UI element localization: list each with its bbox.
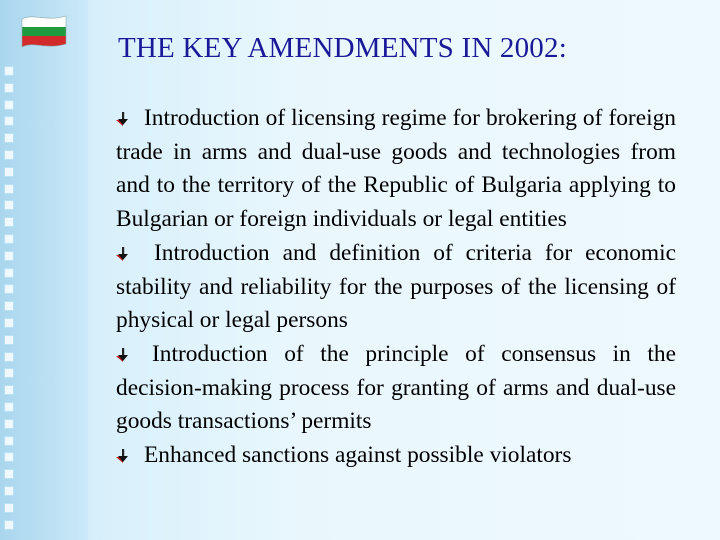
decorative-square <box>4 66 14 76</box>
decorative-square <box>4 150 14 160</box>
bullet-item <box>116 439 676 473</box>
decorative-square <box>4 234 14 244</box>
decorative-square <box>4 452 14 462</box>
bullet-text: Enhanced sanctions against possible violators <box>144 442 572 469</box>
decorative-square <box>4 200 14 210</box>
decorative-square <box>4 133 14 143</box>
decorative-square <box>4 251 14 261</box>
decorative-square <box>4 268 14 278</box>
arrow-marker-icon <box>116 348 130 362</box>
decorative-square <box>4 83 14 93</box>
decorative-square <box>4 520 14 530</box>
decorative-square <box>4 217 14 227</box>
decorative-square <box>4 503 14 513</box>
bulgarian-flag-icon <box>20 13 68 50</box>
bullet-item <box>116 338 676 439</box>
bullet-item <box>116 102 676 237</box>
decorative-square <box>4 368 14 378</box>
decorative-square <box>4 419 14 429</box>
arrow-marker-icon <box>116 247 130 261</box>
decorative-square <box>4 301 14 311</box>
arrow-marker-icon <box>116 449 130 463</box>
slide-title: THE KEY AMENDMENTS IN 2002: <box>118 32 567 64</box>
decorative-square <box>4 402 14 412</box>
decorative-square <box>4 436 14 446</box>
bullet-text: Introduction of the principle of consensus in the decision-making process for granting of arms and dual-use goods transactions’ permits <box>116 340 676 435</box>
decorative-square-column <box>4 66 20 536</box>
decorative-square <box>4 352 14 362</box>
arrow-marker-icon <box>116 112 130 126</box>
bullet-list <box>116 102 676 473</box>
bullet-text: Introduction of licensing regime for brokering of foreign trade in arms and dual-use goods and technologies from and to the territory of the Republic of Bulgaria applying to Bulgarian or foreign individuals or legal entities <box>116 105 676 233</box>
decorative-square <box>4 318 14 328</box>
decorative-square <box>4 486 14 496</box>
decorative-square <box>4 116 14 126</box>
decorative-square <box>4 385 14 395</box>
decorative-square <box>4 184 14 194</box>
decorative-square <box>4 469 14 479</box>
bullet-text: Introduction and definition of criteria for economic stability and reliability for the purposes of the licensing of physical or legal persons <box>116 239 676 334</box>
decorative-square <box>4 100 14 110</box>
decorative-square <box>4 335 14 345</box>
bullet-item <box>116 237 676 338</box>
decorative-square <box>4 284 14 294</box>
decorative-square <box>4 167 14 177</box>
